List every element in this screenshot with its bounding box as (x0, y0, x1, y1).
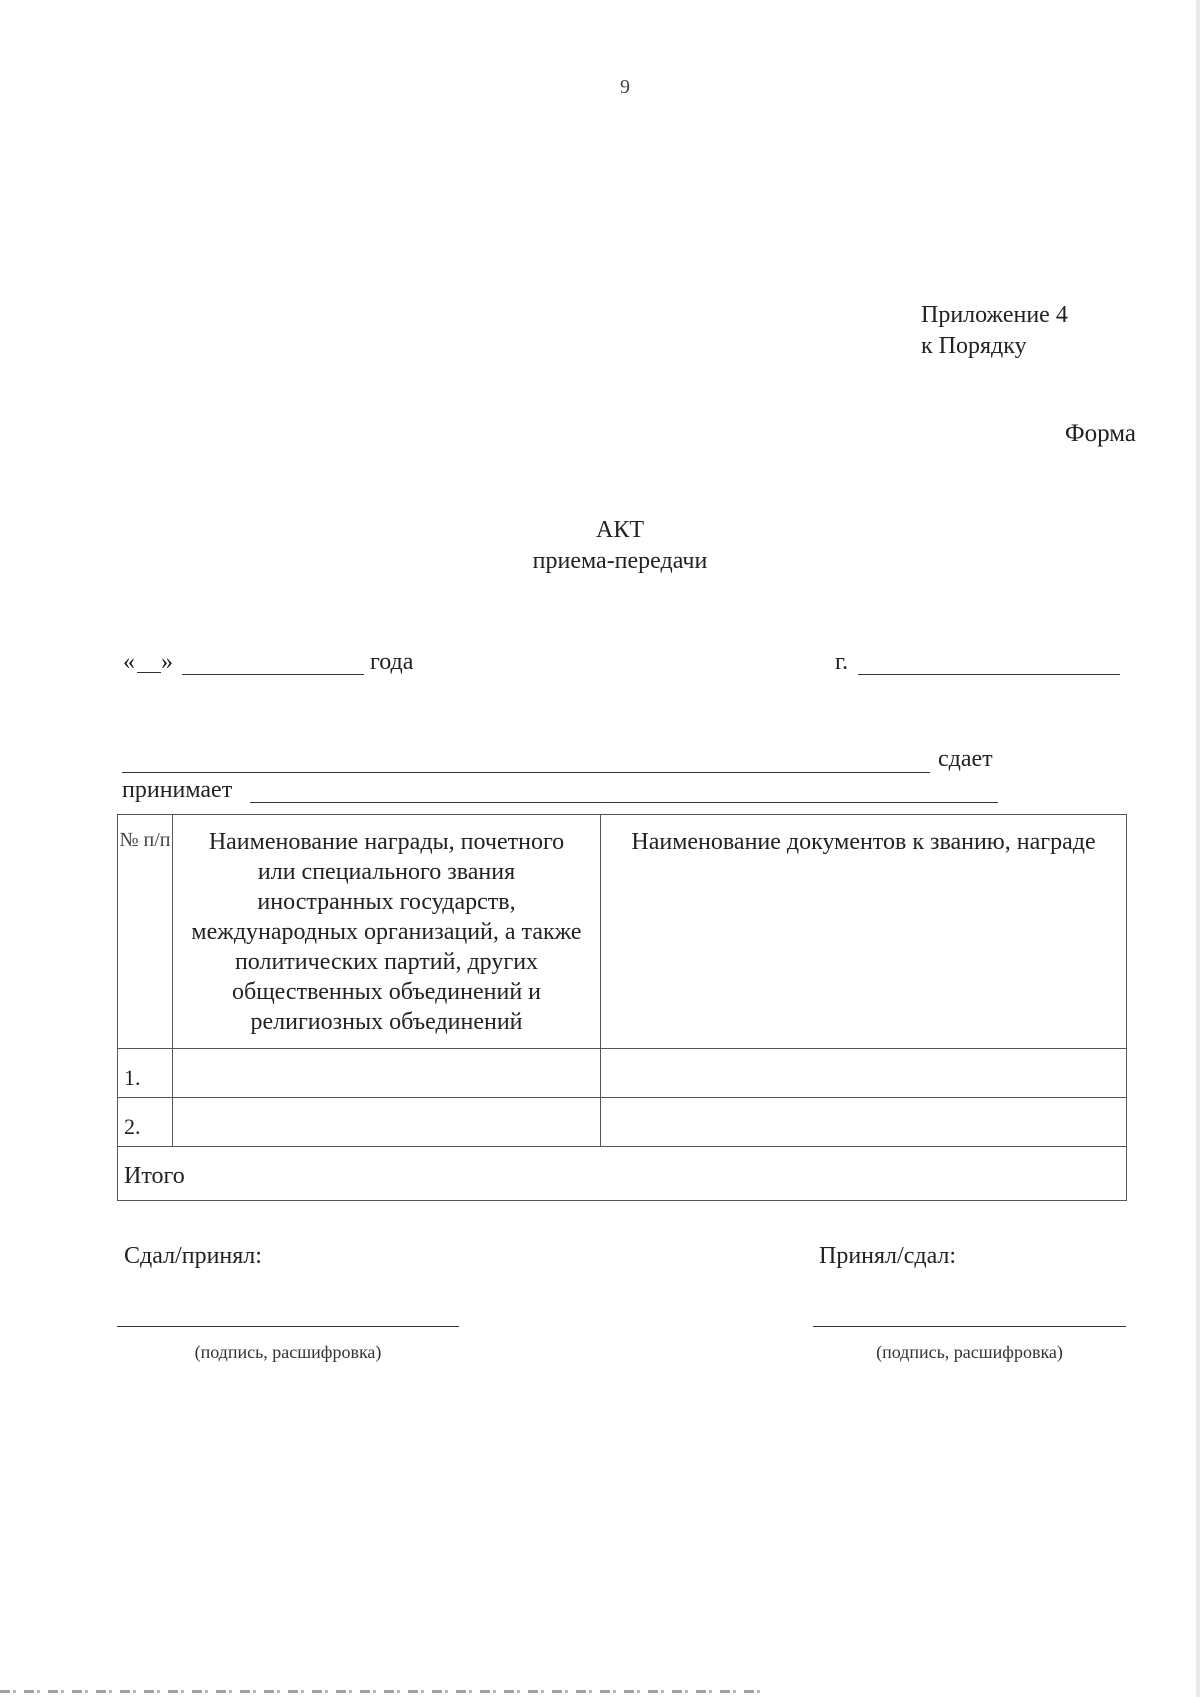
appendix-line-1: Приложение 4 (921, 302, 1068, 328)
signature-right-caption: (подпись, расшифровка) (876, 1342, 1063, 1362)
city-prefix: г. (835, 649, 849, 675)
signature-left-caption: (подпись, расшифровка) (194, 1342, 382, 1362)
receiver-blank-line[interactable] (250, 802, 998, 803)
month-blank-line[interactable] (182, 674, 364, 675)
page-number: 9 (620, 76, 630, 98)
awards-table (117, 814, 1127, 1201)
header-award-name: Наименование награды, почетного или специального звания иностранных государств, международных организаций, а также политических партий, других общественных объединений и религиозных объединений (173, 815, 601, 1049)
total-label: Итого (118, 1147, 1127, 1201)
date-quote-close: » (161, 649, 173, 675)
signature-left-line[interactable] (117, 1326, 459, 1327)
table-header-row (118, 815, 1127, 1049)
document-title (0, 515, 1200, 577)
page-edge (1196, 0, 1200, 1697)
table-row (118, 1049, 1127, 1098)
row-documents-cell[interactable] (601, 1098, 1127, 1147)
appendix-line-2: к Порядку (921, 333, 1027, 359)
row-award-name-cell[interactable] (173, 1049, 601, 1098)
date-quote-open: « (123, 649, 135, 675)
header-documents: Наименование документов к званию, награде (601, 815, 1127, 1049)
signature-right-label: Принял/сдал: (819, 1243, 957, 1269)
row-number: 2. (118, 1098, 173, 1147)
giver-blank-line[interactable] (122, 772, 930, 773)
row-number: 1. (118, 1049, 173, 1098)
form-label: Форма (1064, 420, 1136, 447)
title-main: АКТ (596, 517, 644, 543)
table-row (118, 1098, 1127, 1147)
signature-left-label: Сдал/принял: (124, 1243, 262, 1269)
signature-right-line[interactable] (813, 1326, 1126, 1327)
appendix-reference (921, 300, 1068, 362)
row-documents-cell[interactable] (601, 1049, 1127, 1098)
row-award-name-cell[interactable] (173, 1098, 601, 1147)
receives-word: принимает (122, 777, 233, 803)
year-word: года (370, 649, 414, 675)
title-sub: приема-передачи (532, 548, 708, 574)
table-total-row (118, 1147, 1127, 1201)
header-num: № п/п (118, 815, 173, 1049)
city-blank-line[interactable] (858, 674, 1120, 675)
day-blank-line[interactable] (137, 672, 161, 673)
scan-artifact (0, 1690, 760, 1693)
gives-word: сдает (938, 746, 993, 772)
